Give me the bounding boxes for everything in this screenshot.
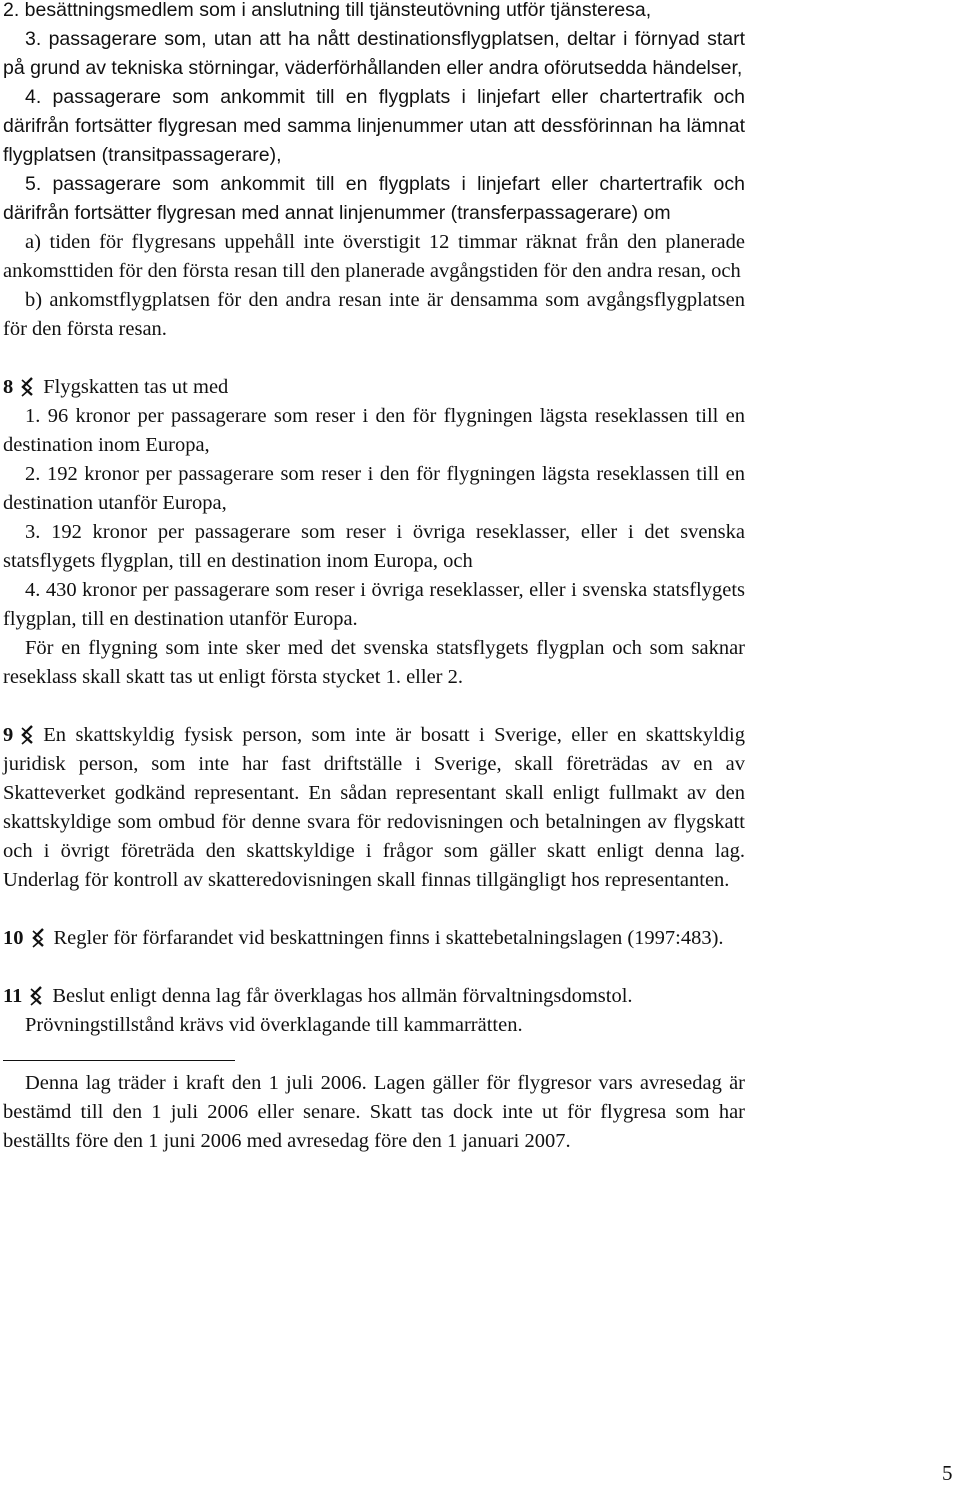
section-8-heading bbox=[3, 373, 745, 402]
section-number: 11 bbox=[3, 985, 23, 1007]
divider bbox=[3, 1040, 745, 1069]
list-item: 2. besättningsmedlem som i anslutning till tjänsteutövning utför tjänsteresa, bbox=[3, 0, 652, 21]
section-sign-icon bbox=[29, 984, 43, 1006]
list-item: 5. passagerare som ankommit till en flygplats i linjefart eller chartertrafik och därifrån fortsätter flygresan med annat linjenummer (transferpassagerare) om bbox=[3, 173, 745, 224]
section-sign-icon bbox=[31, 926, 45, 948]
section-10-paragraph bbox=[3, 924, 745, 953]
section-text-2: Prövningstillstånd krävs vid överklagande till kammarrätten. bbox=[25, 1014, 523, 1036]
section-number: 9 bbox=[3, 724, 14, 746]
section-note: För en flygning som inte sker med det svenska statsflygets flygplan och som saknar reseklass skall skatt tas ut enligt första stycket 1. eller 2. bbox=[3, 637, 745, 688]
section-11-paragraph bbox=[3, 982, 745, 1011]
list-item: 4. passagerare som ankommit till en flygplats i linjefart eller chartertrafik och därifrån fortsätter flygresan med samma linjenummer utan att dessförinnan ha lämnat flygplatsen (transitpassagerare), bbox=[3, 86, 745, 166]
list-item: 2. 192 kronor per passagerare som reser i den för flygningen lägsta reseklassen till en destination utanför Europa, bbox=[3, 463, 745, 514]
list-item: 3. passagerare som, utan att ha nått destinationsflygplatsen, deltar i förnyad start på grund av tekniska störningar, väderförhållanden eller andra oförutsedda händelser, bbox=[3, 28, 745, 79]
section-text: En skattskyldig fysisk person, som inte är bosatt i Sverige, eller en skattskyldig juridisk person, som inte har fast driftställe i Sverige, skall företrädas av en av Skatteverket godkänd representant. En sådan representant skall enligt fullmakt av den skattskyldige som ombud för denne svara för redovisningen och betalningen av flygskatt och i övrigt företräda den skattskyldige i frågor som gäller skatt enligt denna lag. Underlag för kontroll av skatteredovisningen skall finnas tillgängligt hos representanten. bbox=[3, 724, 745, 891]
list-item: a) tiden för flygresans uppehåll inte överstigit 12 timmar räknat från den planerade ankomsttiden för den första resan till den planerade avgångstiden för den andra resan, och bbox=[3, 231, 745, 282]
section-text: Regler för förfarandet vid beskattningen finns i skattebetalningslagen (1997:483). bbox=[53, 927, 724, 949]
page-number: 5 bbox=[942, 1461, 953, 1485]
section-sign-icon bbox=[20, 723, 34, 745]
section-9-paragraph bbox=[3, 721, 745, 895]
section-text: Beslut enligt denna lag får överklagas hos allmän förvaltningsdomstol. bbox=[52, 985, 633, 1007]
section-number: 10 bbox=[3, 927, 24, 949]
list-item: b) ankomstflygplatsen för den andra resan inte är densamma som avgångsflygplatsen för den första resan. bbox=[3, 289, 745, 340]
transitional-provision: Denna lag träder i kraft den 1 juli 2006. Lagen gäller för flygresor vars avresedag är bestämd till den 1 juli 2006 eller senare. Skatt tas dock inte ut för flygresa som har beställts före den 1 juni 2006 med avresedag före den 1 januari 2007. bbox=[3, 1072, 745, 1152]
list-item: 4. 430 kronor per passagerare som reser i övriga reseklasser, eller i svenska statsflygets flygplan, till en destination utanför Europa. bbox=[3, 579, 745, 630]
list-item: 1. 96 kronor per passagerare som reser i den för flygningen lägsta reseklassen till en destination inom Europa, bbox=[3, 405, 745, 456]
section-sign-icon bbox=[20, 375, 34, 397]
section-number: 8 bbox=[3, 376, 14, 398]
list-item: 3. 192 kronor per passagerare som reser i övriga reseklasser, eller i det svenska statsflygets flygplan, till en destination inom Europa, och bbox=[3, 521, 745, 572]
section-title: Flygskatten tas ut med bbox=[43, 376, 229, 398]
document-body bbox=[3, 0, 745, 1156]
